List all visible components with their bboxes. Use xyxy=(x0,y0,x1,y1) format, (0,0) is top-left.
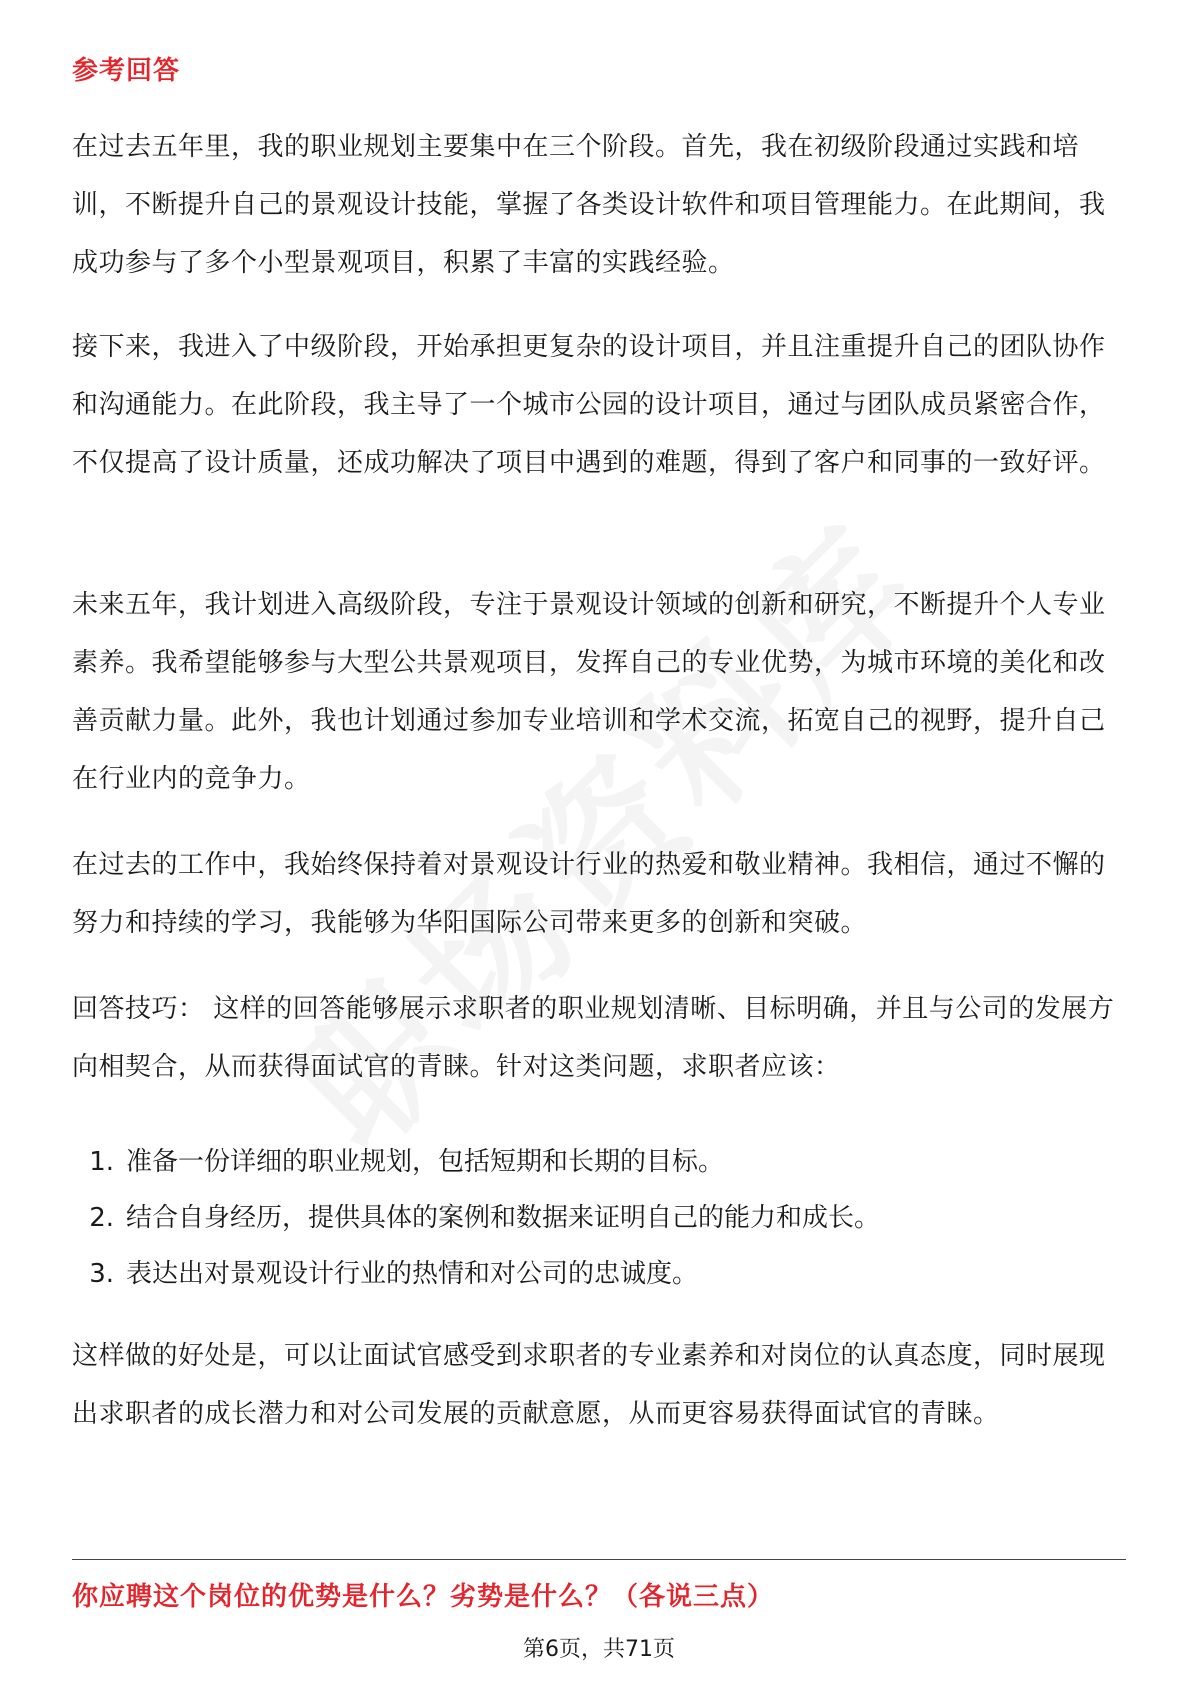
answer-paragraph-2: 接下来，我进入了中级阶段，开始承担更复杂的设计项目，并且注重提升自己的团队协作和沟通能力。在此阶段，我主导了一个城市公园的设计项目，通过与团队成员紧密合作，不仅提高了设计质量，还成功解决了项目中遇到的难题，得到了客户和同事的一致好评。 xyxy=(72,332,1106,478)
next-question-heading: 你应聘这个岗位的优势是什么？劣势是什么？（各说三点） xyxy=(72,1582,775,1612)
benefit-paragraph: 这样做的好处是，可以让面试官感受到求职者的专业素养和对岗位的认真态度，同时展现出求职者的成长潜力和对公司发展的贡献意愿，从而更容易获得面试官的青睐。 xyxy=(72,1341,1106,1429)
answer-paragraph-3: 未来五年，我计划进入高级阶段，专注于景观设计领域的创新和研究，不断提升个人专业素养。我希望能够参与大型公共景观项目，发挥自己的专业优势，为城市环境的美化和改善贡献力量。此外，我也计划通过参加专业培训和学术交流，拓宽自己的视野，提升自己在行业内的竞争力。 xyxy=(72,590,1106,794)
section-title: 参考回答 xyxy=(72,56,181,86)
list-item xyxy=(72,1246,1126,1302)
list-item-text: 准备一份详细的职业规划，包括短期和长期的目标。 xyxy=(126,1147,725,1177)
list-item-number: 3. xyxy=(89,1259,114,1289)
section-divider xyxy=(72,1559,1126,1560)
tips-list xyxy=(72,1134,1126,1302)
list-item-number: 1. xyxy=(89,1147,114,1177)
document-page xyxy=(72,0,1126,1684)
list-item-text: 结合自身经历，提供具体的案例和数据来证明自己的能力和成长。 xyxy=(126,1203,881,1233)
list-item-number: 2. xyxy=(89,1203,114,1233)
list-item xyxy=(72,1134,1126,1190)
page-number: 第6页，共71页 xyxy=(523,1637,675,1662)
answer-paragraph-4: 在过去的工作中，我始终保持着对景观设计行业的热爱和敬业精神。我相信，通过不懈的努力和持续的学习，我能够为华阳国际公司带来更多的创新和突破。 xyxy=(72,850,1106,938)
tips-intro-paragraph: 回答技巧： 这样的回答能够展示求职者的职业规划清晰、目标明确，并且与公司的发展方向相契合，从而获得面试官的青睐。针对这类问题，求职者应该： xyxy=(72,994,1115,1082)
list-item-text: 表达出对景观设计行业的热情和对公司的忠诚度。 xyxy=(126,1259,699,1289)
list-item xyxy=(72,1190,1126,1246)
answer-paragraph-1: 在过去五年里，我的职业规划主要集中在三个阶段。首先，我在初级阶段通过实践和培训，不断提升自己的景观设计技能，掌握了各类设计软件和项目管理能力。在此期间，我成功参与了多个小型景观项目，积累了丰富的实践经验。 xyxy=(72,132,1106,278)
